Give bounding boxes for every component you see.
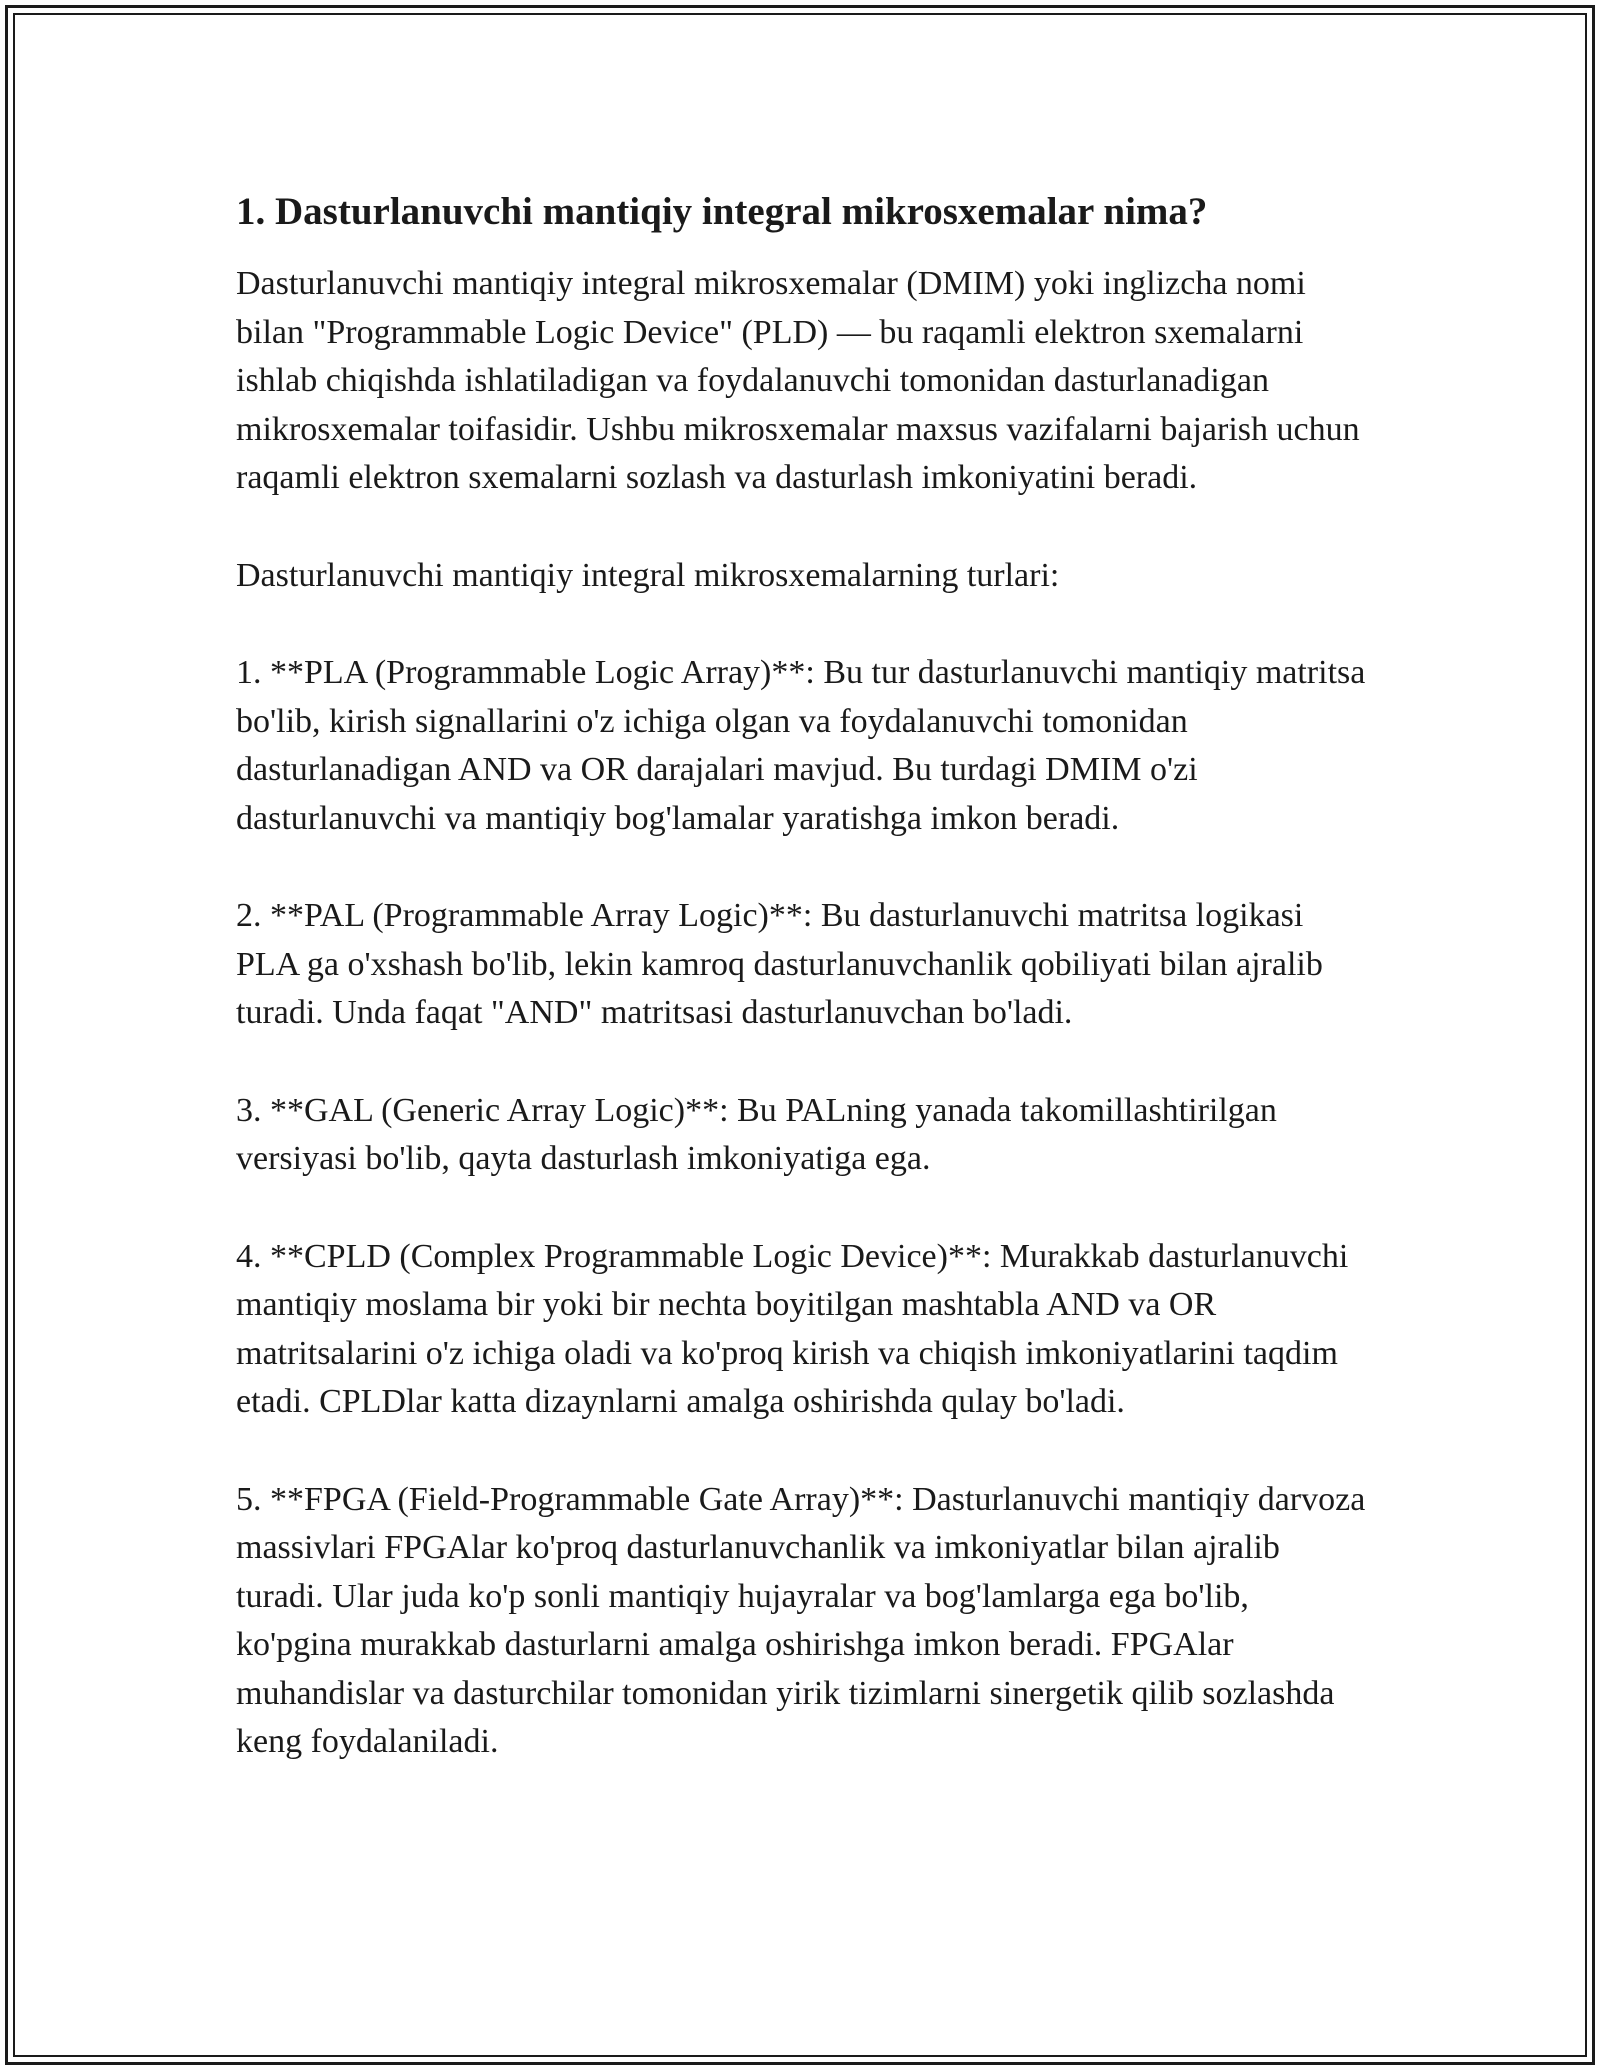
document-heading: 1. Dasturlanuvchi mantiqiy integral mikrosxemalar nima?: [236, 190, 1208, 233]
fpga-paragraph: 5. **FPGA (Field-Programmable Gate Array)**: Dasturlanuvchi mantiqiy darvoza massivlari FPGAlar ko'proq dasturlanuvchanlik va imkoniyatlar bilan ajralib turadi. Ular juda ko'p sonli mantiqiy hujayralar va bog'lamlarga ega bo'lib, ko'pgina murakkab dasturlarni amalga oshirishga imkon beradi. FPGAlar muhandislar va dasturchilar tomonidan yirik tizimlarni sinergetik qilib sozlashda keng foydalaniladi.: [236, 1480, 1366, 1760]
intro-paragraph: Dasturlanuvchi mantiqiy integral mikrosxemalar (DMIM) yoki inglizcha nomi bilan "Programmable Logic Device" (PLD) — bu raqamli elektron sxemalarni ishlab chiqishda ishlatiladigan va foydalanuvchi tomonidan dasturlanadigan mikrosxemalar toifasidir. Ushbu mikrosxemalar maxsus vazifalarni bajarish uchun raqamli elektron sxemalarni sozlash va dasturlash imkoniyatini beradi.: [236, 265, 1360, 496]
pla-paragraph: 1. **PLA (Programmable Logic Array)**: Bu tur dasturlanuvchi mantiqiy matritsa bo'lib, kirish signallarini o'z ichiga olgan va foydalanuvchi tomonidan dasturlanadigan AND va OR darajalari mavjud. Bu turdagi DMIM o'zi dasturlanuvchi va mantiqiy bog'lamalar yaratishga imkon beradi.: [236, 654, 1366, 837]
pal-paragraph: 2. **PAL (Programmable Array Logic)**: Bu dasturlanuvchi matritsa logikasi PLA ga o'xshash bo'lib, lekin kamroq dasturlanuvchanlik qobiliyati bilan ajralib turadi. Unda faqat "AND" matritsasi dasturlanuvchan bo'ladi.: [236, 897, 1323, 1031]
types-intro-paragraph: Dasturlanuvchi mantiqiy integral mikrosxemalarning turlari:: [236, 556, 1060, 594]
cpld-paragraph: 4. **CPLD (Complex Programmable Logic Device)**: Murakkab dasturlanuvchi mantiqiy moslama bir yoki bir nechta boyitilgan mashtabla AND va OR matritsalarini o'z ichiga oladi va ko'proq kirish va chiqish imkoniyatlarini taqdim etadi. CPLDlar katta dizaynlarni amalga oshirishda qulay bo'ladi.: [236, 1237, 1349, 1420]
document-body: [236, 186, 1366, 1767]
gal-paragraph: 3. **GAL (Generic Array Logic)**: Bu PALning yanada takomillashtirilgan versiyasi bo'lib, qayta dasturlash imkoniyatiga ega.: [236, 1091, 1277, 1177]
